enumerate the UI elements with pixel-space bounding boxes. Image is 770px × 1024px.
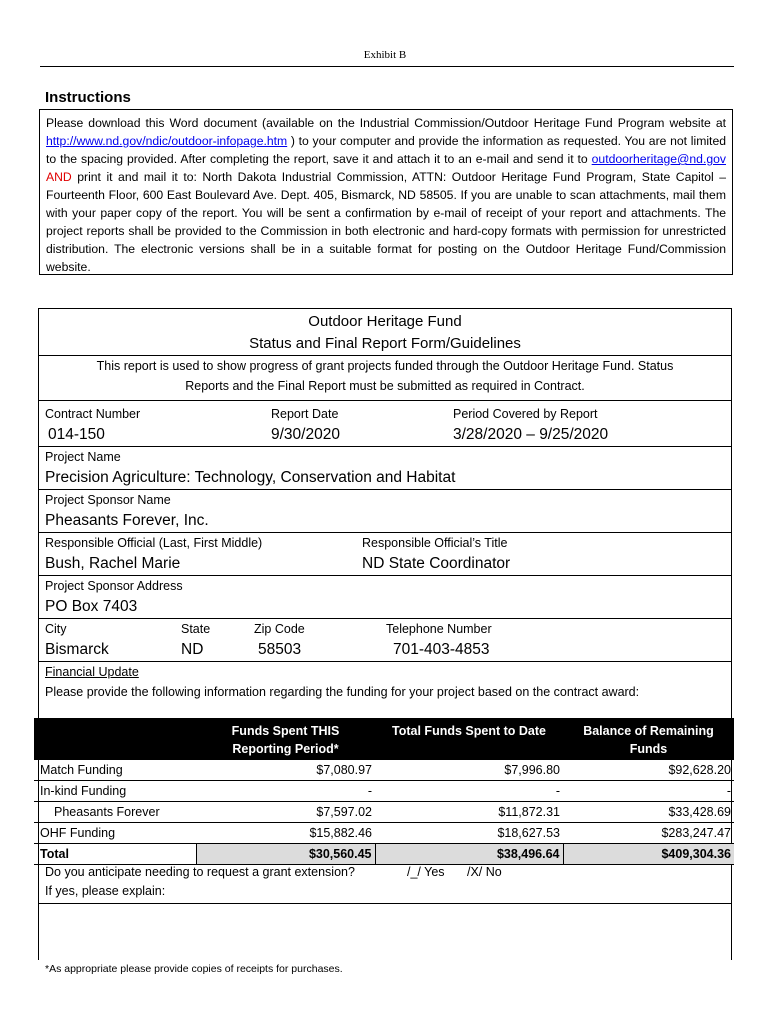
project-name-value[interactable]: Precision Agriculture: Technology, Conservation and Habitat (45, 469, 456, 486)
divider (38, 532, 732, 533)
phone-value[interactable]: 701-403-4853 (393, 641, 490, 658)
address-value[interactable]: PO Box 7403 (45, 598, 138, 615)
row-label: Match Funding (34, 760, 196, 781)
official-label: Responsible Official (Last, First Middle) (45, 536, 263, 550)
project-name-label: Project Name (45, 450, 121, 464)
city-label: City (45, 622, 67, 636)
table-header-row (34, 718, 734, 760)
total-balance: $409,304.36 (563, 844, 734, 865)
total-label: Total (34, 844, 196, 865)
total-row (34, 844, 734, 865)
row-label: In-kind Funding (34, 781, 196, 802)
extension-explain-label: If yes, please explain: (45, 884, 166, 898)
extension-explain-field[interactable] (40, 904, 730, 958)
header-to-date: Total Funds Spent to Date (375, 718, 563, 760)
instructions-text-2: ) to your computer and provide the information as requested. You are not limited to the spacing provided. After completing the report, save it and attach it to an e-mail and send it to (46, 134, 726, 166)
cell-this-period[interactable]: $7,597.02 (196, 802, 375, 823)
official-title-value[interactable]: ND State Coordinator (362, 555, 511, 572)
official-title-label: Responsible Official’s Title (362, 536, 508, 550)
total-this-period: $30,560.45 (196, 844, 375, 865)
cell-balance[interactable]: $92,628.20 (563, 760, 734, 781)
table-row (34, 802, 734, 823)
phone-label: Telephone Number (386, 622, 492, 636)
city-value[interactable]: Bismarck (45, 641, 109, 658)
divider (38, 400, 732, 401)
cell-balance[interactable]: $33,428.69 (563, 802, 734, 823)
extension-question: Do you anticipate needing to request a grant extension? (45, 865, 355, 879)
cell-to-date[interactable]: $7,996.80 (375, 760, 563, 781)
and-emphasis: AND (46, 170, 72, 184)
extension-yes-option[interactable]: /_/ Yes (407, 865, 445, 879)
state-label: State (181, 622, 211, 636)
divider (38, 575, 732, 576)
email-link[interactable]: outdoorheritage@nd.gov (591, 152, 726, 166)
program-website-link[interactable]: http://www.nd.gov/ndic/outdoor-infopage.htm (46, 134, 288, 148)
instructions-title: Instructions (45, 89, 131, 106)
instructions-text-3: print it and mail it to: North Dakota Industrial Commission, ATTN: Outdoor Heritage Fund Program, State Capitol – Fourteenth Floor, 600 East Boulevard Ave. Dept. 405, Bismarck, ND 58505. If you are unable to scan attachments, mail them with your paper copy of the report. You will be sent a confirmation by e-mail of receipt of your report and attachments. The project reports shall be provided to the Commission in both electronic and hard-copy formats with permission for unrestricted distribution. The electronic versions shall be in a suitable format for posting on the Outdoor Heritage Fund/Commission website. (46, 170, 726, 274)
report-date-label: Report Date (271, 407, 339, 421)
report-date-value[interactable]: 9/30/2020 (271, 426, 340, 443)
financial-table (34, 718, 734, 865)
cell-this-period[interactable]: $15,882.46 (196, 823, 375, 844)
cell-this-period[interactable]: $7,080.97 (196, 760, 375, 781)
address-label: Project Sponsor Address (45, 579, 183, 593)
zip-value[interactable]: 58503 (258, 641, 302, 658)
financial-prompt: Please provide the following information regarding the funding for your project based on the contract award: (45, 685, 640, 699)
row-label: OHF Funding (34, 823, 196, 844)
table-row (34, 823, 734, 844)
row-label: Pheasants Forever (34, 802, 196, 823)
divider (38, 618, 732, 619)
header-balance: Balance of Remaining Funds (563, 718, 734, 760)
table-row (34, 781, 734, 802)
cell-to-date[interactable]: $18,627.53 (375, 823, 563, 844)
divider (38, 446, 732, 447)
official-value[interactable]: Bush, Rachel Marie (45, 555, 181, 572)
instructions-box (39, 109, 733, 275)
total-to-date: $38,496.64 (375, 844, 563, 865)
sponsor-name-value[interactable]: Pheasants Forever, Inc. (45, 512, 209, 529)
header-this-period: Funds Spent THIS Reporting Period* (196, 718, 375, 760)
extension-no-option[interactable]: /X/ No (467, 865, 502, 879)
cell-to-date[interactable]: - (375, 781, 563, 802)
divider (38, 661, 732, 662)
cell-balance[interactable]: $283,247.47 (563, 823, 734, 844)
form-subtitle: Status and Final Report Form/Guidelines (249, 335, 521, 352)
divider (38, 489, 732, 490)
period-label: Period Covered by Report (453, 407, 598, 421)
instructions-text-1: Please download this Word document (available on the Industrial Commission/Outdoor Heritage Fund Program website at (46, 116, 726, 130)
cell-balance[interactable]: - (563, 781, 734, 802)
state-value[interactable]: ND (181, 641, 204, 658)
financial-heading: Financial Update (45, 665, 139, 679)
cell-this-period[interactable]: - (196, 781, 375, 802)
table-row (34, 760, 734, 781)
sponsor-name-label: Project Sponsor Name (45, 493, 171, 507)
header-blank (34, 718, 196, 760)
form-title: Outdoor Heritage Fund (308, 313, 462, 330)
contract-number-label: Contract Number (45, 407, 141, 421)
zip-label: Zip Code (254, 622, 305, 636)
contract-number-value[interactable]: 014-150 (48, 426, 105, 443)
period-value[interactable]: 3/28/2020 – 9/25/2020 (453, 426, 609, 443)
form-description-line-1: This report is used to show progress of grant projects funded through the Outdoor Heritage Fund. Status (96, 359, 674, 373)
exhibit-label: Exhibit B (363, 49, 407, 61)
cell-to-date[interactable]: $11,872.31 (375, 802, 563, 823)
header-rule (40, 66, 734, 67)
form-description-line-2: Reports and the Final Report must be submitted as required in Contract. (185, 379, 585, 393)
footnote: *As appropriate please provide copies of receipts for purchases. (45, 963, 343, 975)
